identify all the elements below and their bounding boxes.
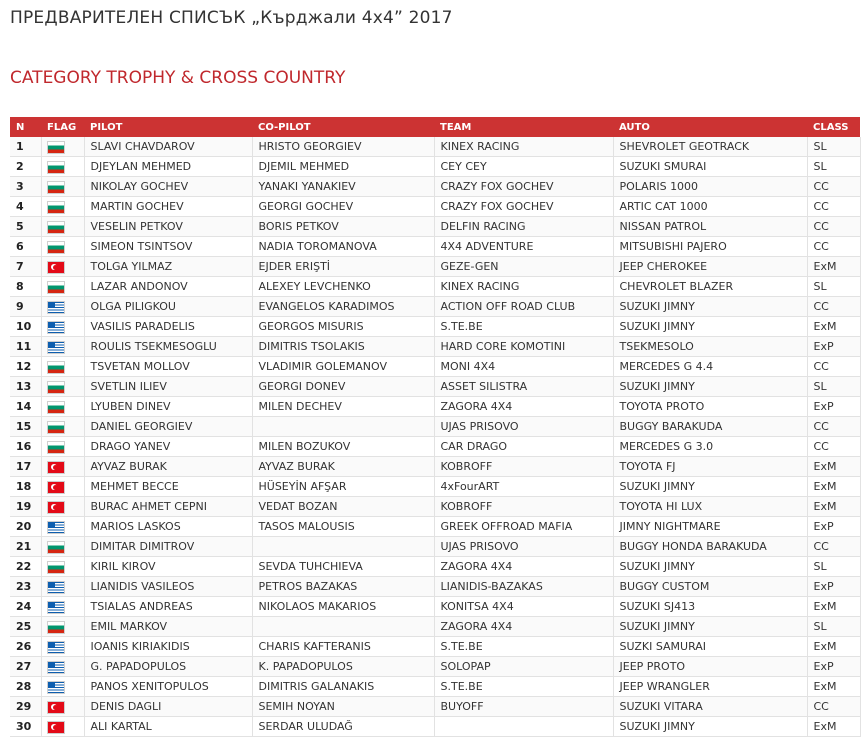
cell-co-pilot: PETROS BAZAKAS (252, 577, 434, 597)
cell-auto: SUZUKI VITARA (613, 697, 807, 717)
cell-flag (41, 237, 84, 257)
cell-number: 2 (10, 157, 41, 177)
cell-team: CAR DRAGO (434, 437, 613, 457)
cell-auto: ARTIC CAT 1000 (613, 197, 807, 217)
cell-pilot: KIRIL KIROV (84, 557, 252, 577)
cell-auto: SUZUKI JIMNY (613, 377, 807, 397)
cell-pilot: SIMEON TSINTSOV (84, 237, 252, 257)
cell-team (434, 717, 613, 737)
cell-pilot: MARIOS LASKOS (84, 517, 252, 537)
cell-flag (41, 437, 84, 457)
cell-pilot: LIANIDIS VASILEOS (84, 577, 252, 597)
bg-flag-icon (48, 282, 64, 293)
cell-team: HARD CORE KOMOTINI (434, 337, 613, 357)
cell-pilot: ROULIS TSEKMESOGLU (84, 337, 252, 357)
cell-co-pilot: HRISTO GEORGIEV (252, 137, 434, 157)
cell-pilot: SLAVI CHAVDAROV (84, 137, 252, 157)
cell-number: 18 (10, 477, 41, 497)
tr-flag-icon (48, 482, 64, 493)
cell-pilot: SVETLIN ILIEV (84, 377, 252, 397)
cell-class: SL (807, 377, 860, 397)
cell-number: 24 (10, 597, 41, 617)
cell-co-pilot: BORIS PETKOV (252, 217, 434, 237)
column-header-team: TEAM (434, 117, 613, 137)
cell-class: ExM (807, 477, 860, 497)
cell-auto: TOYOTA PROTO (613, 397, 807, 417)
bg-flag-icon (48, 362, 64, 373)
cell-auto: JEEP CHEROKEE (613, 257, 807, 277)
table-row (10, 137, 860, 157)
gr-flag-icon (48, 322, 64, 333)
cell-pilot: TSIALAS ANDREAS (84, 597, 252, 617)
cell-class: SL (807, 137, 860, 157)
cell-number: 30 (10, 717, 41, 737)
cell-class: SL (807, 557, 860, 577)
column-header-auto: AUTO (613, 117, 807, 137)
table-row (10, 197, 860, 217)
table-row (10, 717, 860, 737)
cell-pilot: LAZAR ANDONOV (84, 277, 252, 297)
cell-flag (41, 617, 84, 637)
table-row (10, 377, 860, 397)
entry-list-table (10, 117, 861, 737)
cell-auto: SUZUKI JIMNY (613, 317, 807, 337)
cell-class: CC (807, 697, 860, 717)
cell-number: 20 (10, 517, 41, 537)
cell-team: LIANIDIS-BAZAKAS (434, 577, 613, 597)
cell-co-pilot: GEORGI GOCHEV (252, 197, 434, 217)
bg-flag-icon (48, 222, 64, 233)
cell-flag (41, 657, 84, 677)
cell-class: ExM (807, 317, 860, 337)
cell-pilot: MARTIN GOCHEV (84, 197, 252, 217)
cell-co-pilot: K. PAPADOPULOS (252, 657, 434, 677)
cell-class: CC (807, 537, 860, 557)
cell-team: MONI 4X4 (434, 357, 613, 377)
cell-number: 8 (10, 277, 41, 297)
cell-auto: SUZUKI SMURAI (613, 157, 807, 177)
cell-flag (41, 357, 84, 377)
cell-co-pilot: YANAKI YANAKIEV (252, 177, 434, 197)
cell-co-pilot: VEDAT BOZAN (252, 497, 434, 517)
cell-auto: SUZUKI JIMNY (613, 717, 807, 737)
cell-number: 4 (10, 197, 41, 217)
column-header-n: N (10, 117, 41, 137)
cell-team: KOBROFF (434, 497, 613, 517)
cell-co-pilot (252, 617, 434, 637)
column-header-class: CLASS (807, 117, 860, 137)
cell-class: ExP (807, 657, 860, 677)
cell-number: 14 (10, 397, 41, 417)
cell-auto: BUGGY BARAKUDA (613, 417, 807, 437)
cell-pilot: MEHMET BECCE (84, 477, 252, 497)
cell-class: SL (807, 277, 860, 297)
cell-pilot: TSVETAN MOLLOV (84, 357, 252, 377)
table-row (10, 237, 860, 257)
cell-team: KOBROFF (434, 457, 613, 477)
cell-auto: SUZUKI JIMNY (613, 557, 807, 577)
table-row (10, 177, 860, 197)
cell-auto: POLARIS 1000 (613, 177, 807, 197)
bg-flag-icon (48, 162, 64, 173)
tr-flag-icon (48, 262, 64, 273)
cell-team: 4X4 ADVENTURE (434, 237, 613, 257)
cell-class: CC (807, 297, 860, 317)
gr-flag-icon (48, 302, 64, 313)
cell-co-pilot: DIMITRIS TSOLAKIS (252, 337, 434, 357)
cell-flag (41, 157, 84, 177)
cell-auto: JIMNY NIGHTMARE (613, 517, 807, 537)
cell-auto: CHEVROLET BLAZER (613, 277, 807, 297)
cell-team: S.TE.BE (434, 637, 613, 657)
table-row (10, 397, 860, 417)
tr-flag-icon (48, 502, 64, 513)
cell-team: KONITSA 4X4 (434, 597, 613, 617)
cell-auto: BUGGY HONDA BARAKUDA (613, 537, 807, 557)
cell-class: ExM (807, 677, 860, 697)
cell-number: 13 (10, 377, 41, 397)
cell-team: ACTION OFF ROAD CLUB (434, 297, 613, 317)
table-row (10, 277, 860, 297)
table-row (10, 677, 860, 697)
table-row (10, 697, 860, 717)
cell-flag (41, 177, 84, 197)
cell-class: ExP (807, 337, 860, 357)
cell-flag (41, 477, 84, 497)
cell-flag (41, 577, 84, 597)
cell-flag (41, 317, 84, 337)
column-header-co-pilot: CO-PILOT (252, 117, 434, 137)
cell-number: 21 (10, 537, 41, 557)
cell-team: CRAZY FOX GOCHEV (434, 197, 613, 217)
tr-flag-icon (48, 722, 64, 733)
cell-team: DELFIN RACING (434, 217, 613, 237)
cell-co-pilot: EJDER ERIŞTİ (252, 257, 434, 277)
cell-flag (41, 257, 84, 277)
cell-co-pilot: CHARIS KAFTERANIS (252, 637, 434, 657)
cell-co-pilot: NIKOLAOS MAKARIOS (252, 597, 434, 617)
cell-class: ExP (807, 517, 860, 537)
cell-flag (41, 677, 84, 697)
cell-auto: MITSUBISHI PAJERO (613, 237, 807, 257)
bg-flag-icon (48, 142, 64, 153)
cell-team: ASSET SILISTRA (434, 377, 613, 397)
cell-flag (41, 557, 84, 577)
cell-flag (41, 197, 84, 217)
table-row (10, 537, 860, 557)
cell-pilot: G. PAPADOPULOS (84, 657, 252, 677)
cell-co-pilot: GEORGOS MISURIS (252, 317, 434, 337)
cell-auto: SUZKI SAMURAI (613, 637, 807, 657)
cell-co-pilot: NADIA TOROMANOVA (252, 237, 434, 257)
table-row (10, 437, 860, 457)
table-row (10, 637, 860, 657)
cell-auto: MERCEDES G 4.4 (613, 357, 807, 377)
cell-number: 5 (10, 217, 41, 237)
bg-flag-icon (48, 182, 64, 193)
table-row (10, 157, 860, 177)
cell-pilot: DANIEL GEORGIEV (84, 417, 252, 437)
gr-flag-icon (48, 602, 64, 613)
cell-co-pilot: MILEN DECHEV (252, 397, 434, 417)
cell-class: CC (807, 217, 860, 237)
table-row (10, 477, 860, 497)
cell-pilot: BURAC AHMET CEPNI (84, 497, 252, 517)
cell-number: 7 (10, 257, 41, 277)
cell-number: 16 (10, 437, 41, 457)
cell-flag (41, 377, 84, 397)
cell-co-pilot: HÜSEYİN AFŞAR (252, 477, 434, 497)
cell-flag (41, 537, 84, 557)
gr-flag-icon (48, 662, 64, 673)
cell-class: SL (807, 617, 860, 637)
cell-pilot: TOLGA YILMAZ (84, 257, 252, 277)
cell-class: ExM (807, 457, 860, 477)
cell-team: ZAGORA 4X4 (434, 397, 613, 417)
cell-class: ExM (807, 497, 860, 517)
cell-team: ZAGORA 4X4 (434, 617, 613, 637)
table-row (10, 497, 860, 517)
cell-number: 17 (10, 457, 41, 477)
cell-flag (41, 297, 84, 317)
cell-team: UJAS PRISOVO (434, 537, 613, 557)
cell-co-pilot: DIMITRIS GALANAKIS (252, 677, 434, 697)
cell-co-pilot (252, 417, 434, 437)
cell-team: SOLOPAP (434, 657, 613, 677)
gr-flag-icon (48, 682, 64, 693)
bg-flag-icon (48, 442, 64, 453)
cell-number: 3 (10, 177, 41, 197)
cell-pilot: VASILIS PARADELIS (84, 317, 252, 337)
cell-flag (41, 417, 84, 437)
table-row (10, 417, 860, 437)
cell-auto: NISSAN PATROL (613, 217, 807, 237)
cell-pilot: DIMITAR DIMITROV (84, 537, 252, 557)
cell-co-pilot: SERDAR ULUDAĞ (252, 717, 434, 737)
cell-team: KINEX RACING (434, 277, 613, 297)
cell-auto: TOYOTA HI LUX (613, 497, 807, 517)
cell-class: ExP (807, 577, 860, 597)
cell-number: 26 (10, 637, 41, 657)
gr-flag-icon (48, 582, 64, 593)
cell-team: S.TE.BE (434, 317, 613, 337)
cell-auto: SUZUKI SJ413 (613, 597, 807, 617)
bg-flag-icon (48, 422, 64, 433)
cell-flag (41, 597, 84, 617)
cell-class: CC (807, 357, 860, 377)
cell-class: ExM (807, 597, 860, 617)
cell-pilot: DENIS DAGLI (84, 697, 252, 717)
table-header-row (10, 117, 860, 137)
cell-team: KINEX RACING (434, 137, 613, 157)
cell-co-pilot: ALEXEY LEVCHENKO (252, 277, 434, 297)
table-body (10, 137, 860, 737)
cell-team: 4xFourART (434, 477, 613, 497)
cell-number: 11 (10, 337, 41, 357)
bg-flag-icon (48, 542, 64, 553)
section-title: CATEGORY TROPHY & CROSS COUNTRY (10, 68, 346, 88)
cell-co-pilot: DJEMIL MEHMED (252, 157, 434, 177)
cell-flag (41, 277, 84, 297)
bg-flag-icon (48, 622, 64, 633)
cell-number: 19 (10, 497, 41, 517)
table-row (10, 617, 860, 637)
cell-auto: TOYOTA FJ (613, 457, 807, 477)
table-row (10, 457, 860, 477)
cell-flag (41, 397, 84, 417)
cell-auto: SUZUKI JIMNY (613, 477, 807, 497)
cell-flag (41, 717, 84, 737)
cell-class: CC (807, 237, 860, 257)
cell-auto: TSEKMESOLO (613, 337, 807, 357)
cell-class: ExP (807, 397, 860, 417)
cell-co-pilot: SEMIH NOYAN (252, 697, 434, 717)
gr-flag-icon (48, 522, 64, 533)
cell-team: S.TE.BE (434, 677, 613, 697)
cell-co-pilot: TASOS MALOUSIS (252, 517, 434, 537)
cell-team: BUYOFF (434, 697, 613, 717)
gr-flag-icon (48, 342, 64, 353)
cell-team: GREEK OFFROAD MAFIA (434, 517, 613, 537)
page-title: ПРЕДВАРИТЕЛЕН СПИСЪК „Кърджали 4х4” 2017 (10, 8, 453, 28)
cell-pilot: VESELIN PETKOV (84, 217, 252, 237)
cell-co-pilot: AYVAZ BURAK (252, 457, 434, 477)
cell-auto: SUZUKI JIMNY (613, 617, 807, 637)
cell-pilot: EMIL MARKOV (84, 617, 252, 637)
cell-class: CC (807, 437, 860, 457)
cell-number: 22 (10, 557, 41, 577)
cell-co-pilot: EVANGELOS KARADIMOS (252, 297, 434, 317)
table-row (10, 577, 860, 597)
table-row (10, 337, 860, 357)
bg-flag-icon (48, 562, 64, 573)
cell-auto: JEEP WRANGLER (613, 677, 807, 697)
cell-flag (41, 517, 84, 537)
cell-pilot: DRAGO YANEV (84, 437, 252, 457)
cell-class: CC (807, 197, 860, 217)
cell-flag (41, 697, 84, 717)
table-row (10, 657, 860, 677)
cell-co-pilot: GEORGI DONEV (252, 377, 434, 397)
cell-number: 9 (10, 297, 41, 317)
cell-co-pilot: MILEN BOZUKOV (252, 437, 434, 457)
cell-flag (41, 497, 84, 517)
bg-flag-icon (48, 402, 64, 413)
bg-flag-icon (48, 202, 64, 213)
cell-auto: JEEP PROTO (613, 657, 807, 677)
cell-flag (41, 337, 84, 357)
cell-number: 6 (10, 237, 41, 257)
cell-pilot: LYUBEN DINEV (84, 397, 252, 417)
cell-team: CRAZY FOX GOCHEV (434, 177, 613, 197)
table-row (10, 297, 860, 317)
cell-pilot: ALI KARTAL (84, 717, 252, 737)
gr-flag-icon (48, 642, 64, 653)
cell-team: ZAGORA 4X4 (434, 557, 613, 577)
cell-number: 28 (10, 677, 41, 697)
cell-class: ExM (807, 257, 860, 277)
table-row (10, 597, 860, 617)
table-row (10, 557, 860, 577)
cell-class: CC (807, 417, 860, 437)
cell-team: GEZE-GEN (434, 257, 613, 277)
cell-auto: SHEVROLET GEOTRACK (613, 137, 807, 157)
cell-class: ExM (807, 717, 860, 737)
bg-flag-icon (48, 242, 64, 253)
cell-team: UJAS PRISOVO (434, 417, 613, 437)
cell-auto: MERCEDES G 3.0 (613, 437, 807, 457)
cell-number: 15 (10, 417, 41, 437)
cell-co-pilot (252, 537, 434, 557)
cell-pilot: AYVAZ BURAK (84, 457, 252, 477)
tr-flag-icon (48, 702, 64, 713)
table-row (10, 217, 860, 237)
tr-flag-icon (48, 462, 64, 473)
cell-number: 10 (10, 317, 41, 337)
table-row (10, 357, 860, 377)
cell-co-pilot: VLADIMIR GOLEMANOV (252, 357, 434, 377)
cell-number: 1 (10, 137, 41, 157)
cell-flag (41, 137, 84, 157)
cell-class: ExM (807, 637, 860, 657)
cell-team: CEY CEY (434, 157, 613, 177)
cell-pilot: PANOS XENITOPULOS (84, 677, 252, 697)
cell-pilot: IOANIS KIRIAKIDIS (84, 637, 252, 657)
cell-number: 23 (10, 577, 41, 597)
cell-number: 29 (10, 697, 41, 717)
cell-pilot: NIKOLAY GOCHEV (84, 177, 252, 197)
cell-pilot: OLGA PILIGKOU (84, 297, 252, 317)
cell-auto: SUZUKI JIMNY (613, 297, 807, 317)
cell-auto: BUGGY CUSTOM (613, 577, 807, 597)
cell-number: 12 (10, 357, 41, 377)
cell-class: CC (807, 177, 860, 197)
cell-number: 27 (10, 657, 41, 677)
cell-number: 25 (10, 617, 41, 637)
column-header-pilot: PILOT (84, 117, 252, 137)
cell-co-pilot: SEVDA TUHCHIEVA (252, 557, 434, 577)
cell-flag (41, 457, 84, 477)
cell-flag (41, 217, 84, 237)
column-header-flag: FLAG (41, 117, 84, 137)
cell-class: SL (807, 157, 860, 177)
cell-pilot: DJEYLAN MEHMED (84, 157, 252, 177)
table-row (10, 317, 860, 337)
cell-flag (41, 637, 84, 657)
table-row (10, 517, 860, 537)
table-row (10, 257, 860, 277)
bg-flag-icon (48, 382, 64, 393)
